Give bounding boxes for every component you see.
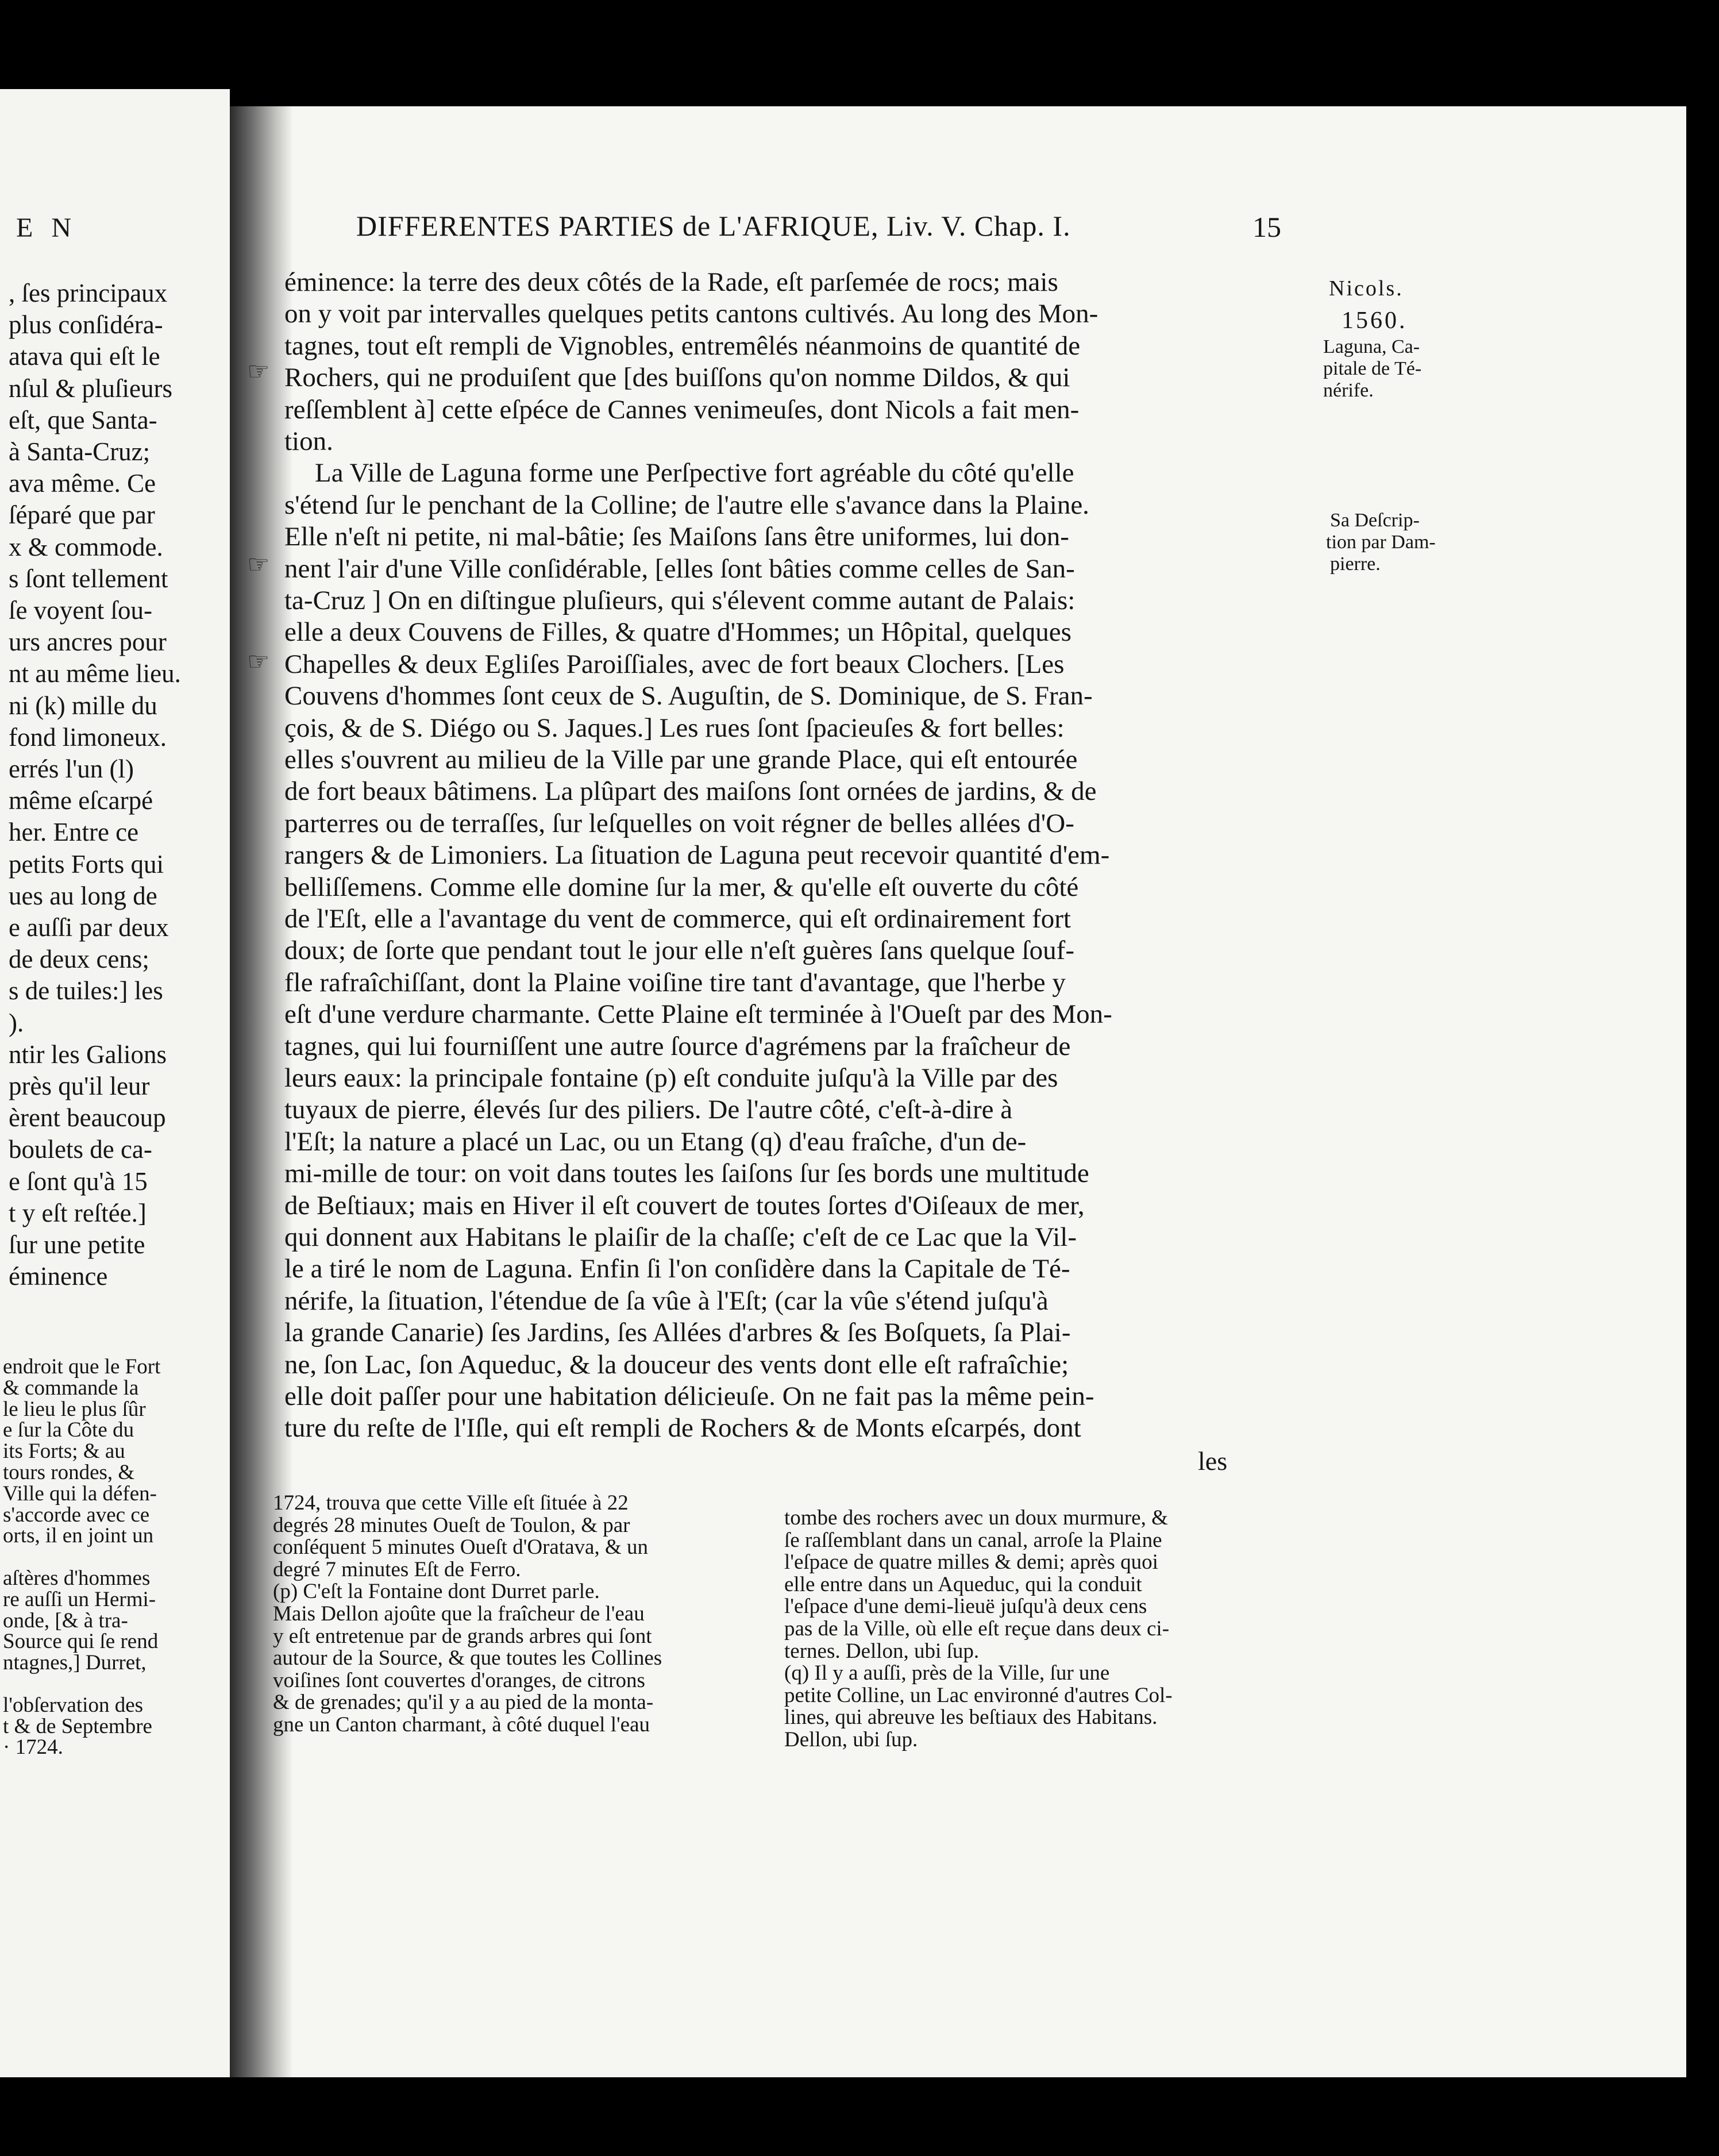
footnote-line: ſe raſſemblant dans un canal, arroſe la Plaine <box>784 1528 1162 1552</box>
text-line: belliſſemens. Comme elle domine ſur la mer, & qu'elle eſt ouverte du côté <box>284 872 1079 902</box>
manicule-icon: ☞ <box>247 357 270 386</box>
left-page-line: s de tuiles:] les <box>9 976 163 1006</box>
footnote-line: voiſines ſont couvertes d'oranges, de citrons <box>273 1668 645 1692</box>
text-line: nérife, la ſituation, l'étendue de ſa vûe à l'Eſt; (car la vûe s'étend juſqu'à <box>284 1285 1049 1316</box>
left-page-line: atava qui eſt le <box>9 342 160 371</box>
footnote-line: elle entre dans un Aqueduc, qui la conduit <box>784 1572 1142 1596</box>
footnote-line: Dellon, ubi ſup. <box>784 1728 918 1751</box>
footnote-line: l'eſpace de quatre milles & demi; après quoi <box>784 1550 1158 1574</box>
left-page-line: petits Forts qui <box>9 849 164 879</box>
text-line: fle rafraîchiſſant, dont la Plaine voiſine tire tant d'avantage, que l'herbe y <box>284 967 1066 998</box>
running-title: DIFFERENTES PARTIES de L'AFRIQUE, Liv. V. Chap. I. <box>356 210 1071 242</box>
footnote-line: 1724, trouva que cette Ville eſt ſituée à 22 <box>273 1491 629 1515</box>
left-page-footnote-line: orts, il en joint un <box>3 1524 154 1548</box>
left-page-footnote-line: & commande la <box>3 1376 139 1400</box>
text-line: eſt d'une verdure charmante. Cette Plaine eſt terminée à l'Oueſt par des Mon- <box>284 999 1112 1030</box>
margin-note-description-1: Sa Deſcrip- <box>1330 510 1420 531</box>
text-line: s'étend ſur le penchant de la Colline; de l'autre elle s'avance dans la Plaine. <box>284 490 1089 520</box>
left-page-footnote-line: endroit que le Fort <box>3 1355 161 1379</box>
footnote-line: petite Colline, un Lac environné d'autres Col- <box>784 1683 1173 1707</box>
text-line: doux; de ſorte que pendant tout le jour elle n'eſt guères ſans quelque ſouf- <box>284 935 1074 966</box>
footnote-line: pas de la Ville, où elle eſt reçue dans deux ci- <box>784 1617 1170 1641</box>
text-line: elle doit paſſer pour une habitation délicieuſe. On ne fait pas la même pein- <box>284 1381 1094 1411</box>
margin-author: Nicols. <box>1329 276 1404 301</box>
text-line: tagnes, qui lui fourniſſent une autre ſource d'agrémens par la fraîcheur de <box>284 1031 1071 1061</box>
text-line: ne, ſon Lac, ſon Aqueduc, & la douceur des vents dont elle eſt rafraîchie; <box>284 1349 1069 1380</box>
left-page-line: ues au long de <box>9 881 157 910</box>
footnote-line: (q) Il y a auſſi, près de la Ville, ſur une <box>784 1661 1110 1685</box>
left-page-footnote-line: Ville qui la défen- <box>3 1481 157 1506</box>
left-page-line: s ſont tellement <box>9 564 168 593</box>
left-page-footnote-line: Source qui ſe rend <box>3 1630 159 1654</box>
left-page-footnote-line: e ſur la Côte du <box>3 1418 134 1442</box>
text-line: le a tiré le nom de Laguna. Enfin ſi l'on conſidère dans la Capitale de Té- <box>284 1254 1070 1284</box>
text-line: tagnes, tout eſt rempli de Vignobles, entremêlés néanmoins de quantité de <box>284 330 1081 361</box>
left-page-line: ni (k) mille du <box>9 691 157 720</box>
margin-note-laguna-1: Laguna, Ca- <box>1323 336 1420 357</box>
left-page-footnote-line: ntagnes,] Durret, <box>3 1651 147 1675</box>
left-page-line: même eſcarpé <box>9 786 153 815</box>
left-page-line: t y eſt reſtée.] <box>9 1198 147 1227</box>
footnote-line: y eſt entretenue par de grands arbres qui ſont <box>273 1624 652 1648</box>
left-page-line: fond limoneux. <box>9 722 167 752</box>
left-page-footnote-line: s'accorde avec ce <box>3 1503 150 1527</box>
footnote-line: (p) C'eſt la Fontaine dont Durret parle. <box>273 1580 600 1604</box>
text-line: La Ville de Laguna forme une Perſpective fort agréable du côté qu'elle <box>315 458 1074 488</box>
text-line: Couvens d'hommes ſont ceux de S. Auguſtin, de S. Dominique, de S. Fran- <box>284 681 1093 711</box>
manicule-icon: ☞ <box>247 550 270 579</box>
text-line: leurs eaux: la principale fontaine (p) eſt conduite juſqu'à la Ville par des <box>284 1063 1058 1093</box>
left-page-line: e ſont qu'à 15 <box>9 1166 148 1196</box>
left-page-footnote-line: l'obſervation des <box>3 1693 144 1717</box>
left-page-footnote-line: its Forts; & au <box>3 1439 125 1464</box>
margin-note-description-2: tion par Dam- <box>1326 532 1436 553</box>
text-line: de Beſtiaux; mais en Hiver il eſt couvert de toutes ſortes d'Oiſeaux de mer, <box>284 1190 1085 1221</box>
left-page-footnote-line: tours rondes, & <box>3 1461 135 1484</box>
left-page-line: ſéparé que par <box>9 500 155 530</box>
text-line: qui donnent aux Habitans le plaiſir de la chaſſe; c'eſt de ce Lac que la Vil- <box>284 1222 1077 1252</box>
text-line: on y voit par intervalles quelques petits cantons cultivés. Au long des Mon- <box>284 299 1099 329</box>
left-page-line: x & commode. <box>9 532 163 561</box>
left-page-line: ). <box>9 1008 24 1037</box>
left-page-line: plus conſidéra- <box>9 310 163 340</box>
text-line: elle a deux Couvens de Filles, & quatre d'Hommes; un Hôpital, quelques <box>284 617 1072 648</box>
text-line: Elle n'eſt ni petite, ni mal-bâtie; ſes Maiſons ſans être uniformes, lui don- <box>284 522 1069 552</box>
left-page-footnote-line: re auſſi un Hermi- <box>3 1587 156 1611</box>
left-page-line: de deux cens; <box>9 945 149 974</box>
text-line: mi-mille de tour: on voit dans toutes les ſaiſons ſur ſes bords une multitude <box>284 1158 1089 1189</box>
text-line: parterres ou de terraſſes, ſur leſquelles on voit régner de belles allées d'O- <box>284 808 1074 838</box>
footnote-line: l'eſpace d'une demi-lieuë juſqu'à deux cens <box>784 1595 1147 1619</box>
footnote-line: conſéquent 5 minutes Oueſt d'Oratava, & un <box>273 1535 648 1560</box>
footnote-line: Mais Dellon ajoûte que la fraîcheur de l'eau <box>273 1602 645 1626</box>
left-page-line: ſe voyent ſou- <box>9 596 152 625</box>
page <box>230 106 1686 2077</box>
left-page-line: ntir les Galions <box>9 1040 167 1069</box>
left-page-line: éminence <box>9 1262 108 1291</box>
footnote-line: lines, qui abreuve les beſtiaux des Habitans. <box>784 1705 1158 1730</box>
left-page-footnote-line: aſtères d'hommes <box>3 1566 151 1590</box>
left-page-line: près qu'il leur <box>9 1072 150 1100</box>
catchword: les <box>1198 1446 1228 1476</box>
text-line: elles s'ouvrent au milieu de la Ville par une grande Place, qui eſt entourée <box>284 745 1078 775</box>
text-line: la grande Canarie) ſes Jardins, ſes Allées d'arbres & ſes Boſquets, ſa Plai- <box>284 1318 1071 1348</box>
footnote-line: autour de la Source, & que toutes les Collines <box>273 1646 662 1670</box>
left-page-line: èrent beaucoup <box>9 1103 166 1133</box>
footnote-line: degrés 28 minutes Oueſt de Toulon, & par <box>273 1513 630 1537</box>
left-page-line: boulets de ca- <box>9 1135 152 1164</box>
left-page-line: ava même. Ce <box>9 469 156 498</box>
left-page-line: nſul & pluſieurs <box>9 374 172 403</box>
left-page-line: ſur une petite <box>9 1230 145 1259</box>
text-line: ture du reſte de l'Iſle, qui eſt rempli de Rochers & de Monts eſcarpés, dont <box>284 1413 1081 1443</box>
margin-year: 1560. <box>1342 307 1408 334</box>
footnote-line: & de grenades; qu'il y a au pied de la monta- <box>273 1691 654 1715</box>
margin-note-laguna-3: nérife. <box>1323 380 1374 401</box>
text-line: nent l'air d'une Ville conſidérable, [elles ſont bâties comme celles de San- <box>284 553 1075 584</box>
margin-note-laguna-2: pitale de Té- <box>1323 358 1422 379</box>
left-page-footnote-line: onde, [& à tra- <box>3 1608 128 1633</box>
previous-page-fragment <box>0 89 230 2077</box>
left-page-footnote-line: · 1724. <box>3 1735 63 1760</box>
left-page-line: her. Entre ce <box>9 818 139 847</box>
manicule-icon: ☞ <box>247 647 270 676</box>
left-page-line: eſt, que Santa- <box>9 405 157 434</box>
text-line: Rochers, qui ne produiſent que [des buiſſons qu'on nomme Dildos, & qui <box>284 363 1070 393</box>
text-line: Chapelles & deux Egliſes Paroiſſiales, avec de fort beaux Clochers. [Les <box>284 649 1065 679</box>
footnote-line: degré 7 minutes Eſt de Ferro. <box>273 1557 521 1581</box>
page-number: 15 <box>1252 211 1281 243</box>
left-page-footnote-line: t & de Septembre <box>3 1714 152 1738</box>
left-page-line: e auſſi par deux <box>9 913 169 942</box>
footnote-line: gne un Canton charmant, à côté duquel l'eau <box>273 1713 650 1737</box>
left-page-line: errés l'un (l) <box>9 754 134 783</box>
text-line: tuyaux de pierre, élevés ſur des piliers. De l'autre côté, c'eſt-à-dire à <box>284 1095 1013 1125</box>
gutter-shadow <box>230 106 293 2077</box>
text-line: tion. <box>284 426 333 456</box>
text-line: ta-Cruz ] On en diſtingue pluſieurs, qui s'élevent comme autant de Palais: <box>284 586 1076 615</box>
text-line: l'Eſt; la nature a placé un Lac, ou un Etang (q) d'eau fraîche, d'un de- <box>284 1126 1027 1157</box>
text-line: de l'Eſt, elle a l'avantage du vent de commerce, qui eſt ordinairement fort <box>284 904 1071 934</box>
left-page-header: E N <box>16 213 77 243</box>
left-page-line: urs ancres pour <box>9 627 167 657</box>
footnote-line: tombe des rochers avec un doux murmure, & <box>784 1506 1168 1530</box>
text-line: çois, & de S. Diégo ou S. Jaques.] Les rues ſont ſpacieuſes & fort belles: <box>284 713 1065 743</box>
text-line: rangers & de Limoniers. La ſituation de Laguna peut recevoir quantité d'em- <box>284 840 1110 871</box>
left-page-line: nt au même lieu. <box>9 659 181 688</box>
left-page-line: , ſes principaux <box>9 279 168 307</box>
left-page-footnote-line: le lieu le plus ſûr <box>3 1397 146 1421</box>
left-page-line: à Santa-Cruz; <box>9 437 151 466</box>
text-line: éminence: la terre des deux côtés de la Rade, eſt parſemée de rocs; mais <box>284 267 1058 297</box>
text-line: de fort beaux bâtimens. La plûpart des maiſons ſont ornées de jardins, & de <box>284 776 1097 807</box>
footnote-line: ternes. Dellon, ubi ſup. <box>784 1639 980 1663</box>
text-line: reſſemblent à] cette eſpéce de Cannes venimeuſes, dont Nicols a fait men- <box>284 394 1080 425</box>
margin-note-description-3: pierre. <box>1330 553 1381 575</box>
